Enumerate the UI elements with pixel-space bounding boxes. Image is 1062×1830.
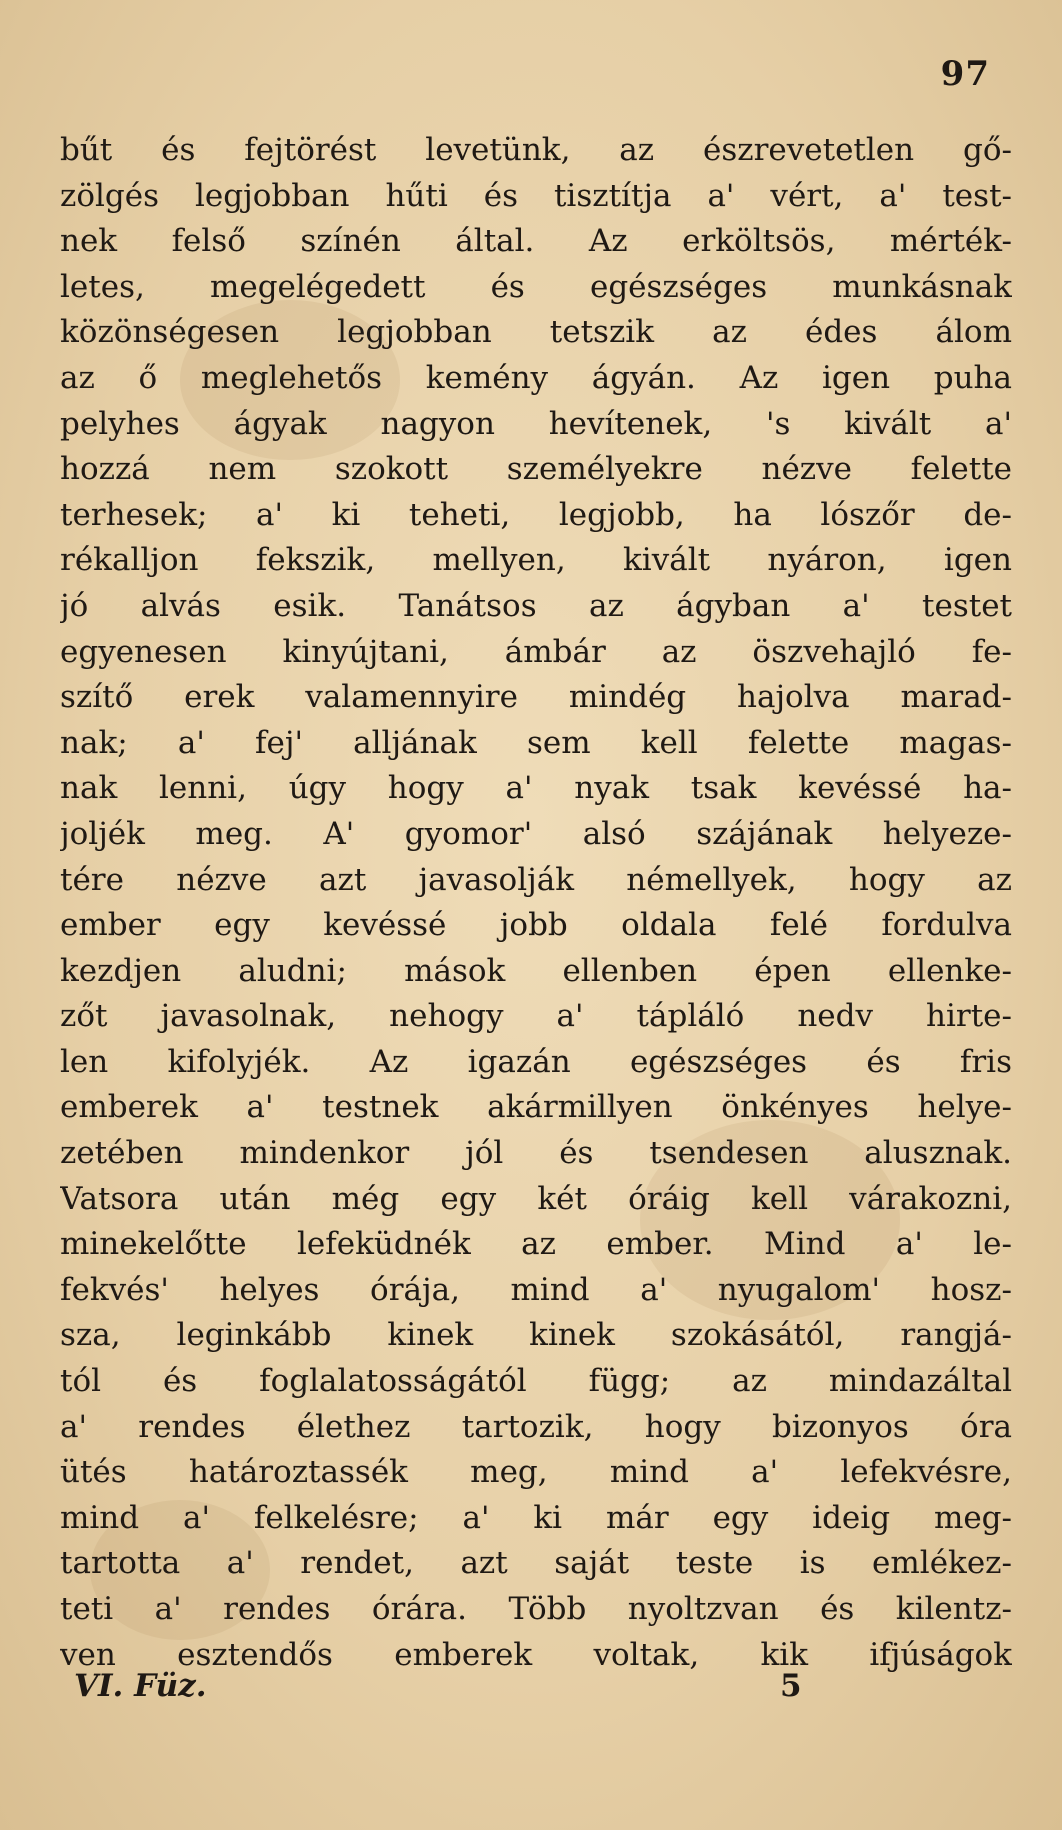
text-line: Vatsora után még egy két óráig kell várakozni, — [60, 1180, 1012, 1217]
text-line: letes, megelégedett és egészséges munkásnak — [60, 268, 1012, 305]
text-line: sza, leginkább kinek kinek szokásától, rangjá- — [60, 1317, 1012, 1354]
text-line: bűt és fejtörést levetünk, az észrevetetlen gő- — [60, 132, 1012, 168]
text-line: nak; a' fej' alljának sem kell felette magas- — [60, 724, 1012, 761]
text-line: közönségesen legjobban tetszik az édes álom — [60, 314, 1012, 351]
text-line: a' rendes élethez tartozik, hogy bizonyos óra — [60, 1408, 1012, 1445]
text-line: ütés határoztassék meg, mind a' lefekvésre, — [60, 1454, 1012, 1491]
text-line: mind a' felkelésre; a' ki már egy ideig meg- — [60, 1499, 1012, 1536]
text-line: joljék meg. A' gyomor' alsó szájának helyeze- — [60, 815, 1012, 852]
text-line: tartotta a' rendet, azt saját teste is emlékez- — [60, 1545, 1012, 1582]
text-line: nak lenni, úgy hogy a' nyak tsak kevéssé ha- — [60, 770, 1012, 807]
text-line: hozzá nem szokott személyekre nézve felette — [60, 451, 1012, 488]
text-line: jó alvás esik. Tanátsos az ágyban a' testet — [60, 587, 1012, 624]
text-line: rékalljon fekszik, mellyen, kivált nyáron, igen — [60, 542, 1012, 579]
text-line: len kifolyjék. Az igazán egészséges és fris — [60, 1043, 1012, 1080]
text-line: zölgés legjobban hűti és tisztítja a' vért, a' test- — [60, 177, 1012, 214]
text-line: fekvés' helyes órája, mind a' nyugalom' hosz- — [60, 1271, 1012, 1308]
text-line: az ő meglehetős kemény ágyán. Az igen puha — [60, 359, 1012, 396]
text-line: ven esztendős emberek voltak, kik ifjúságok — [60, 1636, 1012, 1673]
text-line: kezdjen aludni; mások ellenben épen ellenke- — [60, 952, 1012, 989]
text-line: ember egy kevéssé jobb oldala felé fordulva — [60, 907, 1012, 944]
text-line: nek felső színén által. Az erköltsös, mérték- — [60, 223, 1012, 260]
body-text — [60, 128, 1012, 1678]
text-line: pelyhes ágyak nagyon hevítenek, 's kivált a' — [60, 405, 1012, 442]
text-line: egyenesen kinyújtani, ámbár az öszvehajló fe- — [60, 633, 1012, 670]
text-line: minekelőtte lefeküdnék az ember. Mind a' le- — [60, 1226, 1012, 1263]
page-number: 97 — [940, 54, 990, 94]
text-line: emberek a' testnek akármillyen önkényes helye- — [60, 1089, 1012, 1126]
page-footer — [60, 1668, 1012, 1718]
text-line: zetében mindenkor jól és tsendesen alusznak. — [60, 1135, 1012, 1172]
text-line: teti a' rendes órára. Több nyoltzvan és kilentz- — [60, 1591, 1012, 1627]
text-line: tól és foglalatosságától függ; az mindazáltal — [60, 1363, 1012, 1400]
text-line: zőt javasolnak, nehogy a' tápláló nedv hirte- — [60, 998, 1012, 1035]
text-line: terhesek; a' ki teheti, legjobb, ha lószőr de- — [60, 496, 1012, 533]
text-line: tére nézve azt javasolják némellyek, hogy az — [60, 861, 1012, 898]
sheet-number: 5 — [780, 1668, 802, 1704]
signature-mark: VI. Füz. — [74, 1668, 207, 1704]
text-line: szítő erek valamennyire mindég hajolva marad- — [60, 679, 1012, 716]
